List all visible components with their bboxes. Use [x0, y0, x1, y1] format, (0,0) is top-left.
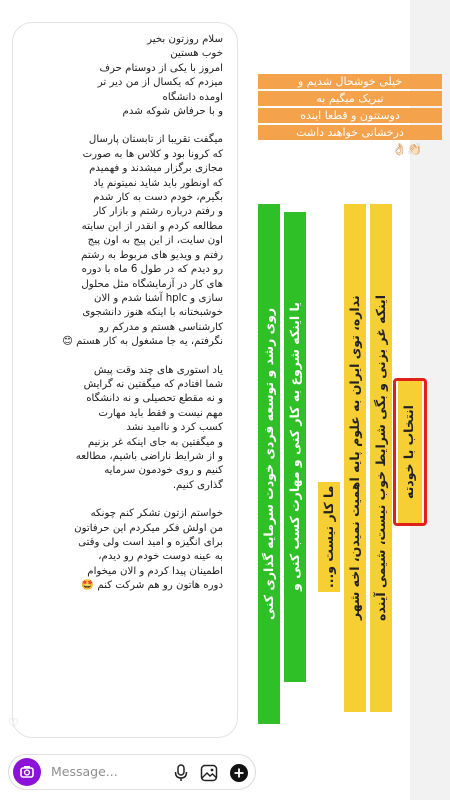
- green-strip-1: روی رشد و توسعه فردی خودت سرمایه گذاری کنی: [258, 204, 280, 724]
- hands-emoji: 👏🏻👌🏻: [392, 142, 422, 156]
- message-paragraph-reminder: یاد استوری های چند وقت پیش شما افتادم که میگفتین نه گرایش و نه مقطع تحصیلی و نه دانشگاه مهم نیست و فقط باید مهارت کسب کرد و ناامید نشد و میگفتین به جای اینکه غر بزنیم و از شرایط ناراضی باشیم، مطالعه کنیم و روی خودمون سرمایه گذاری کنیم.: [75, 364, 223, 491]
- highlight-strip: انتخاب با خودته: [398, 380, 422, 524]
- camera-icon[interactable]: [13, 758, 41, 786]
- orange-line: تبریک میگیم به: [258, 91, 442, 106]
- yellow-strip-2: نداره، توی ایران به علوم پایه اهمیت نمیدن، اخه شهر: [344, 204, 366, 712]
- message-paragraph-thanks: خواستم ازتون تشکر کنم چونکه من اولش فکر میکردم این حرفاتون برای انگیزه و امید است ولی وقتی به عینه دوست خودم رو دیدم، اطمینان پیدا کردم و الان میخوام دوره هاتون رو هم شرکت کنم 🤩: [74, 508, 223, 592]
- message-input-placeholder[interactable]: Message...: [51, 764, 118, 779]
- orange-caption: [258, 74, 442, 156]
- message-paragraph-story: میگفت تقریبا از تابستان پارسال که کرونا بود و کلاس ها به صورت مجازی برگزار میشدند و فهمیدم که اونطور باید شاید نمیتونم یاد بگیرم، خودم دست به کار شدم و رفتم درباره رشتم و بازار کار مطالعه کردم و انقدر از این سایته اون سایت، از این پیج به اون پیج رفتم و ویدیو های مربوط به رشتم رو دیدم که در طول 6 ماه با دوره های کار در آزمایشگاه مثل محلول سازی و hplc آشنا شدم و الان خوشبختانه با اینکه هنوز دانشجوی کارشناسی هستم و مدرکم رو نگرفتم، یه جا مشغول به کار هستم 😊: [62, 134, 223, 348]
- yellow-strip-3: ما کار نیست و...: [318, 482, 340, 592]
- reaction-heart-icon[interactable]: ♡: [8, 716, 19, 730]
- microphone-icon[interactable]: [171, 763, 191, 783]
- gallery-icon[interactable]: [199, 763, 219, 783]
- highlight-red-frame: [393, 378, 427, 526]
- message-composer[interactable]: [8, 754, 256, 790]
- yellow-strip-1: اینکه غر بزنی و بگی شرایط خوب نیست، شیمی آینده: [370, 204, 392, 712]
- message-bubble: [12, 22, 238, 738]
- green-strip-2: یا اینکه شروع به کار کنی و مهارت کسب کنی و: [284, 212, 306, 682]
- orange-line: دوستتون و قطعا اینده: [258, 108, 442, 123]
- plus-icon[interactable]: [229, 763, 249, 783]
- orange-line: درخشانی خواهند داشت: [258, 125, 442, 140]
- orange-line: خیلی خوشحال شدیم و: [258, 74, 442, 89]
- message-paragraph-greeting: سلام روزتون بخیر خوب هستین امروز با یکی از دوستام حرف میزدم که یکسال از من دیر تر اومده دانشگاه و با حرفاش شوکه شدم: [97, 34, 223, 118]
